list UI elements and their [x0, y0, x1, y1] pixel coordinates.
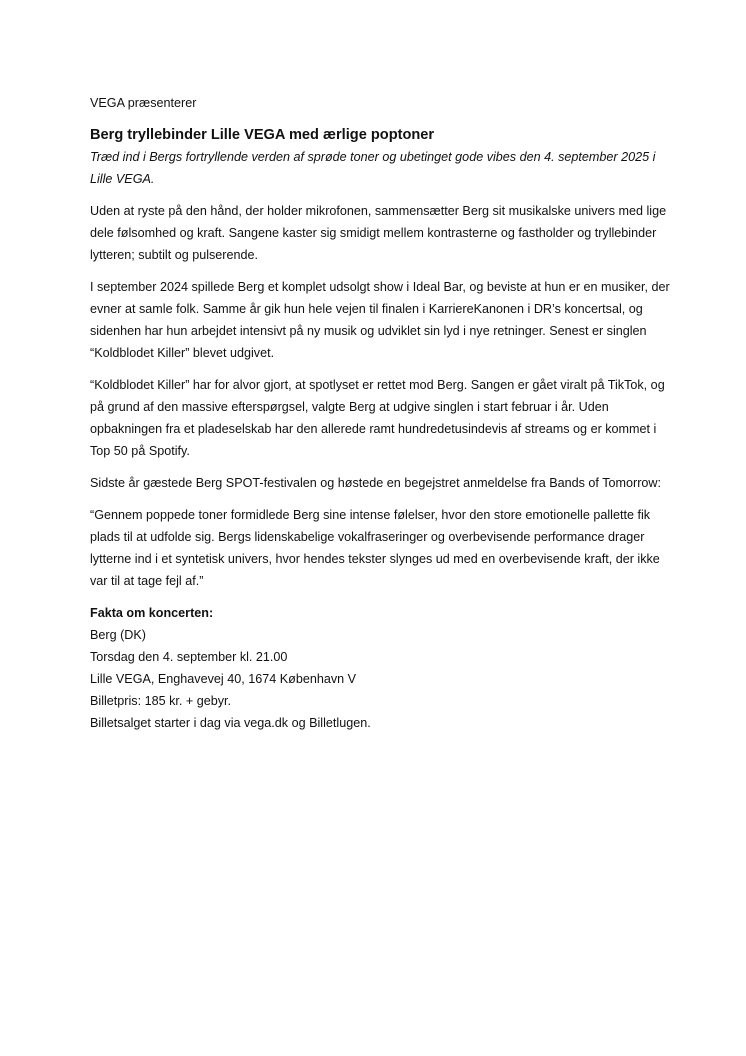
- fact-artist: Berg (DK): [90, 628, 146, 642]
- headline: Berg tryllebinder Lille VEGA med ærlige poptoner: [90, 127, 435, 143]
- presenter-line: VEGA præsenterer: [90, 96, 197, 110]
- subtitle: Træd ind i Bergs fortryllende verden af sprøde toner og ubetinget gode vibes den 4. september 2025 i Lille VEGA.: [90, 150, 656, 186]
- fact-venue: Lille VEGA, Enghavevej 40, 1674 København V: [90, 672, 357, 686]
- facts-heading: Fakta om koncerten:: [90, 606, 214, 620]
- body-paragraph-2: I september 2024 spillede Berg et komplet udsolgt show i Ideal Bar, og beviste at hun er en musiker, der evner at samle folk. Samme år gik hun hele vejen til finalen i KarriereKanonen i DR’s koncertsal, og sidenhen har hun arbejdet intensivt på ny musik og udviklet sin lyd i nye retninger. Senest er singlen “Koldblodet Killer” blevet udgivet.: [90, 280, 670, 360]
- body-paragraph-1: Uden at ryste på den hånd, der holder mikrofonen, sammensætter Berg sit musikalske univers med lige dele følsomhed og kraft. Sangene kaster sig smidigt mellem kontrasterne og fastholder og tryllebinder lytteren; subtilt og pulserende.: [90, 204, 667, 262]
- fact-ticket-sale: Billetsalget starter i dag via vega.dk og Billetlugen.: [90, 716, 371, 730]
- fact-date: Torsdag den 4. september kl. 21.00: [90, 650, 288, 664]
- press-release-document: [90, 92, 675, 734]
- body-paragraph-3: “Koldblodet Killer” har for alvor gjort, at spotlyset er rettet mod Berg. Sangen er gået viralt på TikTok, og på grund af den massive efterspørgsel, valgte Berg at udgive singlen i start februar i år. Uden opbakningen fra et pladeselskab har den allerede ramt hundredetusindevis af streams og er kommet i Top 50 på Spotify.: [90, 378, 665, 458]
- fact-price: Billetpris: 185 kr. + gebyr.: [90, 694, 232, 708]
- body-paragraph-4: Sidste år gæstede Berg SPOT-festivalen og høstede en begejstret anmeldelse fra Bands of Tomorrow:: [90, 476, 661, 490]
- review-quote: “Gennem poppede toner formidlede Berg sine intense følelser, hvor den store emotionelle pallette fik plads til at udfolde sig. Bergs lidenskabelige vokalfraseringer og overbevisende performance drager lytterne ind i et syntetisk univers, hvor hendes tekster slynges ud med en overbevisende kraft, der ikke var til at tage fejl af.”: [90, 508, 660, 588]
- facts-section: [90, 602, 675, 734]
